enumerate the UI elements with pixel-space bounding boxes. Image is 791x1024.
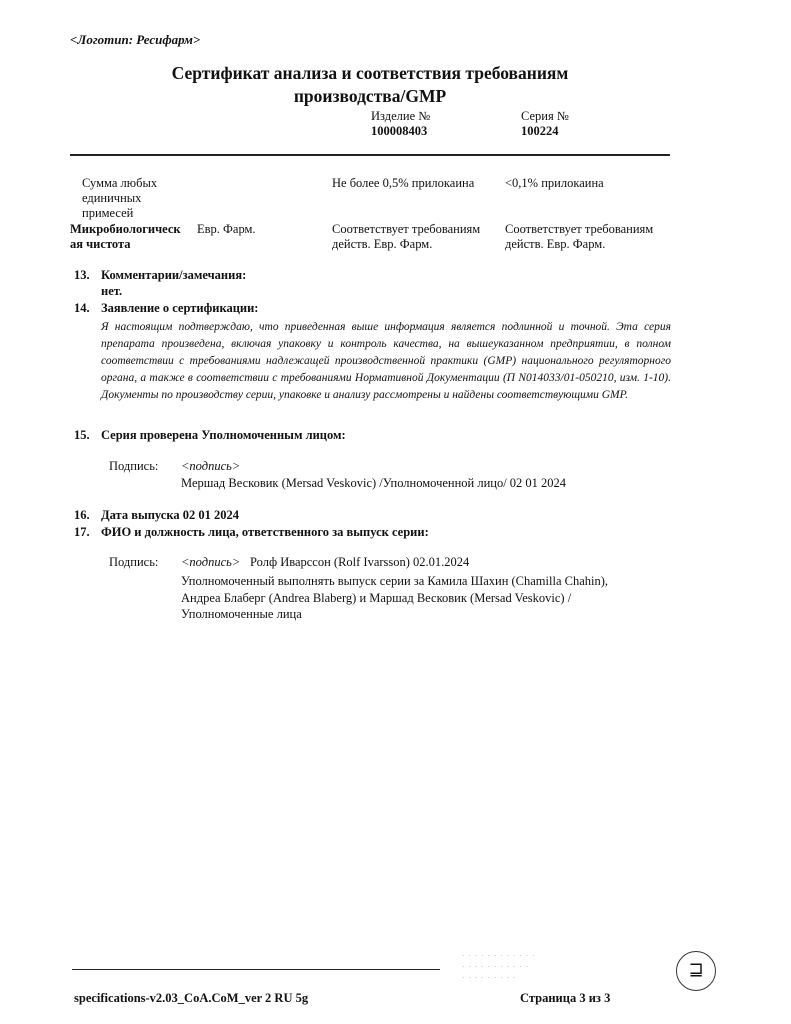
table-row-spec: действ. Евр. Фарм. bbox=[332, 237, 433, 251]
signature-mark: <подпись> bbox=[181, 555, 241, 569]
signature-label: Подпись: bbox=[109, 555, 159, 569]
section-17-number: 17. bbox=[74, 525, 90, 539]
table-row-result: действ. Евр. Фарм. bbox=[505, 237, 606, 251]
logo-placeholder: <Логотип: Ресифарм> bbox=[70, 32, 201, 47]
table-row-method: Евр. Фарм. bbox=[197, 222, 256, 236]
table-row-name: примесей bbox=[82, 206, 134, 220]
section-15-number: 15. bbox=[74, 428, 90, 442]
section-14-title: Заявление о сертификации: bbox=[101, 301, 259, 315]
releaser-line: Уполномоченные лица bbox=[181, 607, 302, 621]
signature-label: Подпись: bbox=[109, 459, 159, 473]
table-row-spec: Не более 0,5% прилокаина bbox=[332, 176, 475, 190]
table-row-result: Соответствует требованиям bbox=[505, 222, 654, 236]
footer-filename: specifications-v2.03_CoA.CoM_ver 2 RU 5g bbox=[74, 991, 309, 1005]
section-15-title: Серия проверена Уполномоченным лицом: bbox=[101, 428, 346, 442]
page-number: Страница 3 из 3 bbox=[520, 991, 611, 1005]
product-number-value: 100008403 bbox=[371, 124, 428, 138]
section-13-number: 13. bbox=[74, 268, 90, 282]
release-date: Дата выпуска 02 01 2024 bbox=[101, 508, 239, 522]
certification-statement: Я настоящим подтверждаю, что приведенная выше информация является подлинной и точной. Эта серия препарата произведена, включая упаковку и контроль качества, на вышеуказанном предприятии, в полном соответствии с требованиями надлежащей производственной практики (GMP) национального регуляторного органа, а также в соответствии с требованиями Нормативной Документации (П N014033/01-050210, изм. 1-10). Документы по производству серии, упаковке и анализу рассмотрены и найдены соответствующими GMP. bbox=[101, 321, 671, 401]
section-16-number: 16. bbox=[74, 508, 90, 522]
signature-mark: <подпись> bbox=[181, 459, 241, 473]
batch-number-label: Серия № bbox=[521, 109, 569, 123]
footer-divider bbox=[72, 969, 440, 970]
table-row-name: единичных bbox=[82, 191, 142, 205]
table-row-spec: Соответствует требованиям bbox=[332, 222, 481, 236]
document-title-line2: производства/GMP bbox=[293, 86, 447, 106]
table-row-name: ая чистота bbox=[70, 237, 131, 251]
section-17-title: ФИО и должность лица, ответственного за выпуск серии: bbox=[101, 525, 429, 539]
header-divider bbox=[70, 154, 670, 156]
batch-number-value: 100224 bbox=[521, 124, 559, 138]
signer-name: Мершад Весковик (Mersad Veskovic) /Уполномоченной лицо/ 02 01 2024 bbox=[181, 476, 567, 490]
document-icon: ⊒ bbox=[676, 951, 716, 991]
section-13-text: нет. bbox=[101, 284, 123, 298]
releaser-line: Андреа Блаберг (Andrea Blaberg) и Маршад Весковик (Mersad Veskovic) / bbox=[181, 591, 572, 605]
table-row-name: Сумма любых bbox=[82, 176, 158, 190]
watermark-stamp: · · · · · · · · · · · · · · · · · · · · · · · · · · · · · · · · bbox=[462, 951, 536, 982]
releaser-line: Ролф Иварссон (Rolf Ivarsson) 02.01.2024 bbox=[250, 555, 470, 569]
document-title: Сертификат анализа и соответствия требованиям bbox=[171, 63, 569, 83]
table-row-name: Микробиологическ bbox=[70, 222, 181, 236]
section-13-title: Комментарии/замечания: bbox=[101, 268, 247, 282]
section-14-number: 14. bbox=[74, 301, 90, 315]
releaser-line: Уполномоченный выполнять выпуск серии за Камила Шахин (Chamilla Chahin), bbox=[181, 574, 609, 588]
table-row-result: <0,1% прилокаина bbox=[505, 176, 604, 190]
product-number-label: Изделие № bbox=[371, 109, 431, 123]
